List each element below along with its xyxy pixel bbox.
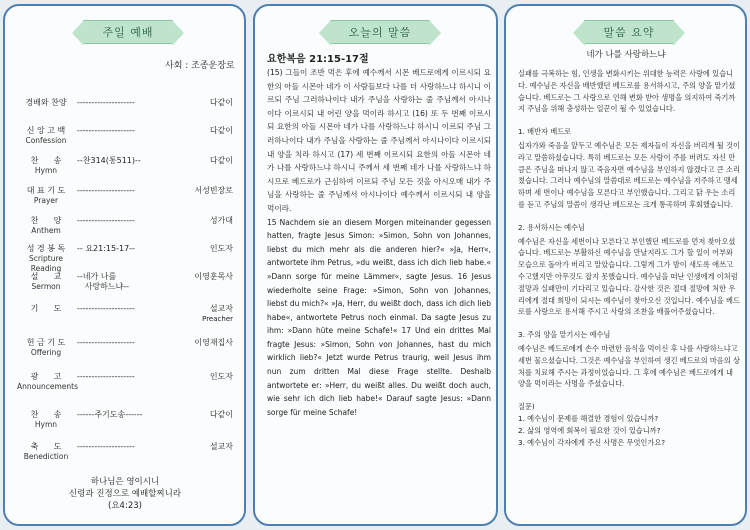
worship-item-english: Prayer [33,196,59,205]
section-1 [518,126,742,211]
closing-line-1: 하나님은 영이시니 [90,477,160,487]
worship-row [17,98,235,124]
worship-banner: 주일 예배 [83,20,173,44]
worship-item-korean: 헌 금 기 도 [26,338,66,347]
worship-item-leader-name: 이영훈목사 [194,272,233,281]
worship-item-detail: -------------------- [77,338,135,347]
worship-item-detail: -- 요21:15-17-- [77,244,135,253]
worship-row [17,156,235,182]
worship-item-leader [173,304,233,324]
worship-item-english: Hymn [34,420,58,429]
worship-item-leader [173,272,233,282]
questions-heading: 질문) [518,402,535,412]
worship-item-english: Confession [25,136,67,145]
worship-item-leader-name: 다같이 [209,410,233,419]
worship-item-korean: 기 도 [30,304,62,313]
worship-item-detail: --네가 나를 사랑하느냐-- [77,272,130,291]
worship-leader: 사회 : 조종운장로 [165,61,235,71]
sermon-summary-panel [504,4,747,526]
worship-item-leader [173,410,233,420]
worship-item-leader [173,244,233,254]
worship-item-leader-name: 설교자 [209,442,233,451]
worship-item-korean: 신 앙 고 백 [26,126,66,135]
worship-item-leader [173,442,233,452]
question-1: 1. 예수님이 문제를 해결한 경험이 있습니까? [518,413,659,423]
worship-item-english: Announcements [17,382,78,391]
worship-item-korean: 대 표 기 도 [26,186,66,195]
question-3: 3. 예수님이 각자에게 주신 사명은 무엇인가요? [518,437,666,447]
worship-item-detail: -------------------- [77,216,135,225]
worship-item-korean: 찬 송 [30,156,62,165]
section-2-body: 예수님은 자신을 세번이나 모른다고 부인했던 베드로를 먼저 찾아오셨습니다. 베드로는 부활하신 예수님을 만날지라도 그가 할 일이 어부와 모습으로 돌아가 버리고 말았습니다. 그렇게 그가 밤이 새도록 애쓰고 수고했지만 아무것도 잡지 못했습니다. 예수님을 떠난 인생에게 이처럼 절망과 실패만이 기다리고 있습니다. 감사한 것은 절대 절망에 처한 우리에게 절대 희망이 되시는 예수님이 찾아오신 것입니다. 예수님을 베드로를 사랑으로 용서해 주시고 사랑의 조찬을 배풀어주셨습니다. [518,236,740,317]
worship-item-leader-name: 이영재집사 [194,338,233,347]
worship-item-leader-name: 서성빈장로 [194,186,233,195]
worship-item-label [17,244,75,274]
scripture-korean: (15) 그들이 조반 먹은 후에 예수께서 시몬 베드로에게 이르시되 요한의 아들 시몬아 네가 이 사람들보다 나를 더 사랑하느냐 하시니 이르되 주님 그러하나이다 내가 주님을 사랑하는 줄 주님께서 아시나이다 이르시되 내 어린 양을 먹이라 하시고 (16) 또 두 번째 이르시되 요한의 아들 시몬아 네가 나를 사랑하느냐 하시니 이르되 주님 그러하나이다 내가 주님을 사랑하는 줄 주님께서 아시나이다 이르시되 내 양을 치라 하시고 (17) 세 번째 이르시되 요한의 아들 시몬아 네가 나를 사랑하느냐 하시니 주께서 세 번째 네가 나를 사랑하느냐 하시므로 베드로가 근심하여 이르되 주님 모든 것을 아시오매 내가 주님을 사랑하는 줄 주님께서 아시나이다 예수께서 이르시되 내 양을 먹이라. [267,68,491,213]
worship-row [17,338,235,364]
closing-line-3: (요4:23) [108,501,142,511]
worship-item-leader-sub: Preacher [202,315,233,323]
worship-row [17,272,235,298]
section-1-body: 십자가와 죽음을 앞두고 예수님은 모든 제자들이 자신을 버리게 될 것이라고 말씀하셨습니다. 특히 베드로는 모든 사람이 주를 버려도 자신 만큼은 주님을 떠나지 않고 죽음자면 예수님을 부인하지 않겠다고 큰 소리 쳤습니다. 그러나 예수님의 말씀대로 베드로는 예수님을 저주하고 맹세하며 세 번이나 예수님을 모른다고 부인했습니다. 그리고 닭 우는 소리를 듣고 주님의 말씀이 생각난 베드로는 크게 통곡하며 후회했습니다. [518,140,740,209]
scripture-german: 15 Nachdem sie an diesem Morgen miteinander gegessen hatten, fragte Jesus Simon: »Simon, Sohn von Johannes, liebst du mich mehr als die anderen hier?« »Ja, Herr«, antwortete ihm Petrus, »du weißt, dass ich dich lieb habe.« »Dann sorge für meine Lämmer«, sagte Jesus. 16 Jesus wiederholte seine Frage: »Simon, Sohn von Johannes, liebst du mich?« »Ja, Herr, du weißt doch, dass ich dich lieb habe«, antwortete Petrus noch einmal. Da sagte Jesus zu ihm: »Dann hüte meine Schafe!« 17 Und ein drittes Mal fragte Jesus: »Simon, Sohn von Johannes, hast du mich wirklich lieb?« Jetzt wurde Petrus traurig, weil Jesus ihm nun zum dritten Mal diese Frage stellte. Deshalb antwortete er: »Herr, du weißt alles. Du weißt doch auch, wie sehr ich dich lieb habe!« Darauf sagte Jesus: »Dann sorge für meine Schafe! [267,217,491,417]
scripture-text [267,66,491,419]
worship-row [17,304,235,330]
worship-item-detail: --찬314(통511)-- [77,156,141,165]
worship-item-label [17,126,75,146]
worship-item-leader-name: 다같이 [209,126,233,135]
worship-item-detail: -------------------- [77,98,135,107]
worship-item-korean: 찬 송 [30,410,62,419]
summary-banner: 말씀 요약 [584,20,674,44]
worship-item-english: Anthem [31,226,61,235]
worship-item-korean: 설 교 [30,272,62,281]
worship-item-leader [173,372,233,382]
worship-item-leader-name: 인도자 [209,372,233,381]
worship-item-label [17,442,75,462]
worship-item-detail: -------------------- [77,126,135,135]
worship-item-leader-name: 다같이 [209,156,233,165]
worship-item-korean: 성 경 봉 독 [26,244,66,253]
worship-item-detail: -------------------- [77,186,135,195]
section-3-body: 예수님은 베드로에게 손수 마련한 음식을 먹이신 후 나를 사랑하느냐고 세번 물으셨습니다. 그것은 예수님을 부인하여 생긴 베드로의 마음의 상처를 치료해 주시는 과정이었습니다. 그 후에 예수님은 베드로에게 내 양을 먹이라는 사명을 주셨습니다. [518,343,740,389]
worship-item-label [17,272,75,292]
worship-item-english: Scripture Reading [28,254,64,273]
worship-item-leader [173,156,233,166]
order-of-worship-panel [3,4,246,526]
worship-item-detail: -------------------- [77,372,135,381]
section-1-heading: 1. 배반자 베드로 [518,127,572,137]
worship-item-leader-name: 설교자 [209,304,233,313]
worship-item-label [17,410,75,430]
worship-row [17,442,235,468]
worship-item-korean: 광 고 [30,372,62,381]
section-2 [518,222,742,318]
worship-item-korean: 축 도 [30,442,62,451]
summary-intro: 실패를 극복하는 힘, 인생을 변화시키는 위대한 능력은 사랑에 있습니다. 예수님은 자신을 배반했던 베드로를 용서하시고, 주의 양을 맡기셨습니다. 베드로는 그 사랑으로 인해 변화 받아 생명을 의지하여 죽기까지 주님을 위해 충성하는 일꾼이 될 수 있었습니다. [518,69,736,114]
worship-row [17,372,235,398]
worship-item-leader-name: 다같이 [209,98,233,107]
worship-row [17,216,235,242]
worship-item-label [17,338,75,358]
worship-item-label [17,304,75,314]
worship-item-korean: 찬 양 [30,216,62,225]
section-2-heading: 2. 용서하시는 예수님 [518,222,585,232]
worship-item-leader-name: 인도자 [209,244,233,253]
worship-item-detail: ------주기도송------ [77,410,143,419]
worship-item-leader-name: 성가대 [209,216,233,225]
worship-item-english: Offering [30,348,62,357]
worship-item-leader [173,338,233,348]
sermon-title: 네가 나를 사랑하느냐 [586,50,666,60]
worship-item-label [17,98,75,108]
worship-item-english: Sermon [31,282,61,291]
worship-item-label [17,216,75,236]
section-3 [518,329,742,390]
worship-item-korean: 경배와 찬양 [25,98,67,107]
summary-text [518,68,742,448]
worship-item-detail: -------------------- [77,442,135,451]
worship-item-label [17,186,75,206]
worship-item-label [17,156,75,176]
question-2: 2. 삶의 영역에 회복이 필요한 것이 있습니까? [518,425,661,435]
worship-row [17,410,235,436]
worship-row [17,126,235,152]
section-3-heading: 3. 주의 양을 맡기시는 예수님 [518,330,611,340]
worship-item-leader [173,126,233,136]
worship-item-label [17,372,78,392]
word-banner: 오늘의 말씀 [330,20,430,44]
todays-word-panel [253,4,498,526]
worship-item-detail: -------------------- [77,304,135,313]
worship-row [17,244,235,273]
worship-row [17,186,235,212]
worship-item-leader [173,216,233,226]
worship-item-english: Hymn [34,166,58,175]
closing-verse [25,476,225,512]
worship-item-english: Benediction [23,452,69,461]
worship-item-leader [173,186,233,196]
worship-item-leader [173,98,233,108]
scripture-reference: 요한복음 21:15-17절 [267,54,369,65]
closing-line-2: 신령과 진정으로 예배할찌니라 [68,489,182,499]
